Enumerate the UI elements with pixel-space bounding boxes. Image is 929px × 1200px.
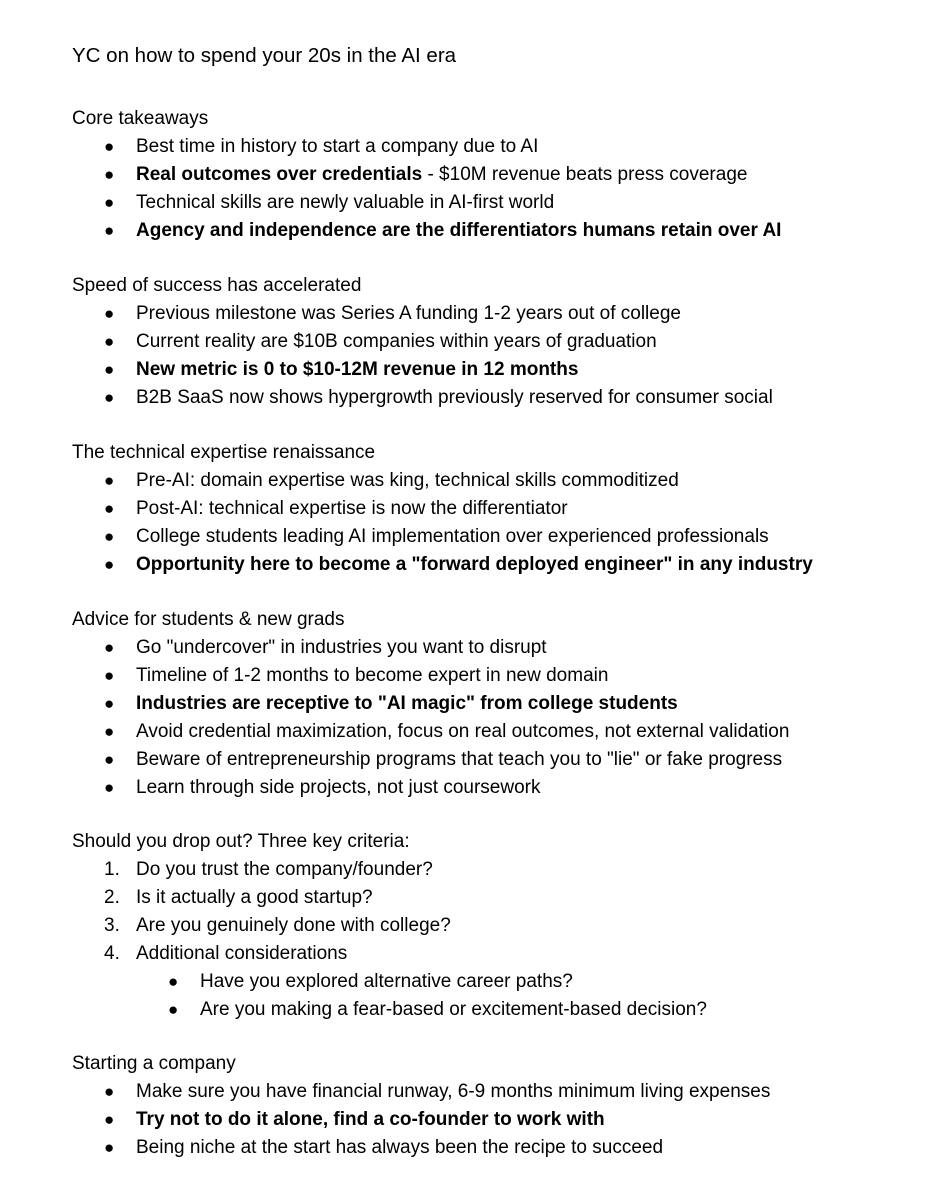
list-number: 1.: [104, 859, 120, 880]
numbered-item-text: Additional considerations: [136, 943, 348, 964]
list-number: 2.: [104, 887, 120, 908]
numbered-item-text: Do you trust the company/founder?: [136, 859, 433, 880]
list-item-text: [136, 662, 608, 690]
list-item-text: [136, 774, 541, 802]
bullet-icon: ●: [104, 1110, 115, 1129]
list-item-bold-text: Opportunity here to become a "forward deployed engineer" in any industry: [136, 554, 813, 575]
list-item-plain-text: Timeline of 1-2 months to become expert in new domain: [136, 665, 609, 686]
bullet-icon: ●: [104, 471, 115, 490]
bullet-icon: ●: [104, 304, 115, 323]
bullet-icon: ●: [104, 694, 115, 713]
bullet-icon: ●: [104, 750, 115, 769]
list-item-bold-text: Industries are receptive to "AI magic" from college students: [136, 693, 678, 714]
list-item-plain-text: - $10M revenue beats press coverage: [422, 164, 748, 185]
section-heading-core-takeaways: Core takeaways: [72, 108, 209, 129]
list-number: 4.: [104, 943, 120, 964]
bullet-icon: ●: [104, 666, 115, 685]
section-heading-advice: Advice for students & new grads: [72, 609, 345, 630]
list-item-plain-text: Being niche at the start has always been the recipe to succeed: [136, 1137, 664, 1158]
list-number: 3.: [104, 915, 120, 936]
list-item-text: [136, 384, 773, 412]
document-title: YC on how to spend your 20s in the AI era: [72, 44, 457, 67]
list-item-text: [136, 690, 678, 718]
bullet-icon: ●: [104, 778, 115, 797]
list-item-plain-text: Avoid credential maximization, focus on real outcomes, not external validation: [136, 721, 790, 742]
bullet-icon: ●: [104, 499, 115, 518]
list-item-bold-text: Real outcomes over credentials: [136, 164, 423, 185]
list-item-text: [136, 133, 538, 161]
bullet-icon: ●: [104, 165, 115, 184]
bullet-icon: ●: [168, 972, 179, 991]
list-item-text: [136, 551, 813, 579]
bullet-icon: ●: [104, 193, 115, 212]
bullet-icon: ●: [104, 332, 115, 351]
bullet-icon: ●: [104, 221, 115, 240]
section-heading-drop-out: Should you drop out? Three key criteria:: [72, 831, 410, 852]
list-item-plain-text: Previous milestone was Series A funding 1-2 years out of college: [136, 303, 681, 324]
list-item-plain-text: Learn through side projects, not just coursework: [136, 777, 541, 798]
list-item-text: [136, 718, 789, 746]
bullet-icon: ●: [104, 360, 115, 379]
bullet-icon: ●: [104, 388, 115, 407]
section-heading-starting-a-company: Starting a company: [72, 1053, 236, 1074]
list-item-text: [136, 217, 781, 245]
bullet-icon: ●: [104, 527, 115, 546]
bullet-icon: ●: [104, 722, 115, 741]
list-item-plain-text: Pre-AI: domain expertise was king, technical skills commoditized: [136, 470, 679, 491]
list-item-plain-text: Technical skills are newly valuable in AI-first world: [136, 192, 555, 213]
list-item-plain-text: Current reality are $10B companies within years of graduation: [136, 331, 657, 352]
section-heading-technical-expertise: The technical expertise renaissance: [72, 442, 376, 463]
list-item-text: [136, 467, 679, 495]
list-item-plain-text: Beware of entrepreneurship programs that teach you to "lie" or fake progress: [136, 749, 783, 770]
list-item-plain-text: Make sure you have financial runway, 6-9 months minimum living expenses: [136, 1081, 771, 1102]
list-item-text: [136, 189, 554, 217]
list-item-plain-text: Post-AI: technical expertise is now the differentiator: [136, 498, 568, 519]
bullet-icon: ●: [104, 1138, 115, 1157]
list-item-bold-text: Agency and independence are the differentiators humans retain over AI: [136, 220, 782, 241]
numbered-item-text: Is it actually a good startup?: [136, 887, 373, 908]
list-item-text: [136, 523, 769, 551]
list-item-text: [136, 634, 547, 662]
bullet-icon: ●: [104, 1082, 115, 1101]
list-item-text: [136, 1106, 605, 1134]
list-item-text: [136, 746, 782, 774]
list-item-plain-text: Best time in history to start a company due to AI: [136, 136, 539, 157]
bullet-icon: ●: [104, 555, 115, 574]
sub-list-item-text: Are you making a fear-based or excitement-based decision?: [200, 999, 707, 1020]
bullet-icon: ●: [104, 638, 115, 657]
list-item-plain-text: College students leading AI implementation over experienced professionals: [136, 526, 769, 547]
list-item-text: [136, 356, 578, 384]
list-item-text: [136, 328, 657, 356]
list-item-plain-text: Go "undercover" in industries you want to disrupt: [136, 637, 547, 658]
list-item-plain-text: B2B SaaS now shows hypergrowth previously reserved for consumer social: [136, 387, 773, 408]
numbered-item-text: Are you genuinely done with college?: [136, 915, 451, 936]
list-item-text: [136, 161, 747, 189]
list-item-bold-text: New metric is 0 to $10-12M revenue in 12 months: [136, 359, 579, 380]
list-item-bold-text: Try not to do it alone, find a co-founder to work with: [136, 1109, 605, 1130]
bullet-icon: ●: [168, 1000, 179, 1019]
list-item-text: [136, 1134, 663, 1162]
section-heading-speed-of-success: Speed of success has accelerated: [72, 275, 362, 296]
bullet-icon: ●: [104, 137, 115, 156]
list-item-text: [136, 495, 568, 523]
list-item-text: [136, 300, 681, 328]
list-item-text: [136, 1078, 770, 1106]
sub-list-item-text: Have you explored alternative career paths?: [200, 971, 573, 992]
